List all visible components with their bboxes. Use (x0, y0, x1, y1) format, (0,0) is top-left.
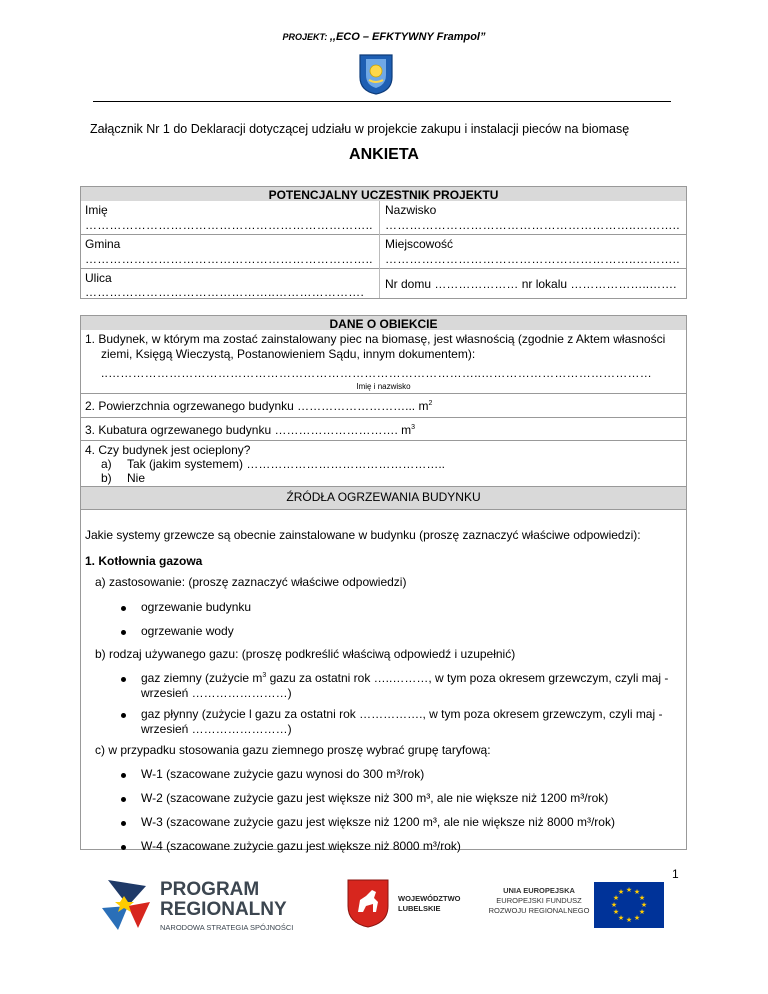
svg-text:★: ★ (633, 888, 641, 896)
usage-option-heating[interactable]: ogrzewanie budynku (141, 600, 252, 614)
q3-unit: m (401, 423, 412, 437)
lpg-line2[interactable]: wrzesień ……………………) (141, 722, 292, 736)
frampol-crest-icon (358, 53, 394, 95)
house-field[interactable]: ………………… (434, 277, 519, 291)
svg-text:★: ★ (612, 908, 620, 916)
natural-gas-text: gaz ziemny (zużycie m (141, 671, 263, 685)
natural-gas-rest: gazu za ostatni rok …..………, w tym poza okresem grzewczym, czyli maj - (266, 671, 669, 685)
q2-row (85, 399, 432, 413)
natural-gas-sup: 3 (262, 672, 267, 679)
tariff-w1[interactable]: W-1 (szacowane zużycie gazu wynosi do 300 m³/rok) (141, 767, 425, 781)
project-header (0, 31, 768, 43)
annex-title: Załącznik Nr 1 do Deklaracji dotyczącej udziału w projekcie zakupu i instalacji pieców na biomasę (90, 122, 630, 136)
svg-text:★: ★ (625, 886, 633, 894)
q1-line2: ziemi, Księgą Wieczystą, Postanowieniem Sądu, innym dokumentem): (101, 347, 476, 361)
q1-line1: 1. Budynek, w którym ma zostać zainstalowany piec na biomasę, jest własnością (zgodnie z Aktem własności (85, 332, 666, 346)
voivodeship-text (398, 894, 461, 914)
owner-caption: Imię i nazwisko (356, 382, 411, 391)
bullet-icon (121, 606, 126, 611)
bullet-icon (121, 630, 126, 635)
gas-type-label: b) rodzaj używanego gazu: (proszę podkreślić właściwą odpowiedź i uzupełnić) (95, 647, 516, 661)
q2-unit: m (418, 399, 429, 413)
svg-text:★: ★ (633, 914, 641, 922)
object-table (80, 315, 687, 853)
tariff-label: c) w przypadku stosowania gazu ziemnego proszę wybrać grupę taryfową: (95, 743, 491, 757)
svg-text:★: ★ (617, 914, 625, 922)
natural-gas-option[interactable] (141, 671, 668, 685)
bullet-icon (121, 773, 126, 778)
lpg-option[interactable]: gaz płynny (zużycie l gazu za ostatni rok ……………., w tym poza okresem grzewczym, czyli maj - (141, 707, 663, 721)
street-label: Ulica (85, 271, 112, 285)
q4-a-text[interactable]: Tak (jakim systemem) ………………………………………….. (127, 457, 446, 471)
municipality-label: Gmina (85, 237, 121, 251)
voivodeship-line1: WOJEWÓDZTWO (398, 894, 461, 903)
q4-text: 4. Czy budynek jest ocieplony? (85, 443, 251, 457)
svg-text:★: ★ (610, 901, 618, 909)
program-line3: NARODOWA STRATEGIA SPÓJNOŚCI (160, 923, 294, 932)
header-divider (93, 101, 671, 102)
heating-intro: Jakie systemy grzewcze są obecnie zainstalowane w budynku (proszę zaznaczyć właściwe odpowiedzi): (85, 528, 641, 542)
object-heading: DANE O OBIEKCIE (329, 317, 438, 331)
bullet-icon (121, 713, 126, 718)
eu-text (486, 886, 592, 916)
svg-text:★: ★ (617, 888, 625, 896)
heating-heading: ŹRÓDŁA OGRZEWANIA BUDYNKU (286, 490, 481, 504)
last-name-field[interactable]: ……………………………………………………..……….. (385, 218, 680, 232)
q2-text: 2. Powierzchnia ogrzewanego budynku ………………………... (85, 399, 416, 413)
usage-option-water[interactable]: ogrzewanie wody (141, 624, 234, 638)
tariff-w3[interactable]: W-3 (szacowane zużycie gazu jest większe niż 1200 m³, ale nie większe niż 8000 m³/rok) (141, 815, 615, 829)
municipality-field[interactable]: …………………………………………………………….. (85, 252, 373, 266)
page-title: ANKIETA (349, 146, 419, 163)
page-number: 1 (672, 867, 679, 881)
program-line1: PROGRAM (160, 879, 260, 900)
bullet-icon (121, 845, 126, 850)
q3-sup: 3 (411, 424, 416, 431)
program-regionalny-text (160, 880, 293, 932)
svg-text:★: ★ (638, 894, 646, 902)
q4-b-text[interactable]: Nie (127, 471, 146, 485)
participant-heading: POTENCJALNY UCZESTNIK PROJEKTU (268, 188, 499, 202)
program-regionalny-logo-icon (98, 872, 158, 932)
first-name-field[interactable]: …………………………………………………………….. (85, 218, 373, 232)
eu-flag-icon (594, 882, 664, 928)
first-name-label: Imię (85, 203, 108, 217)
tariff-w4[interactable]: W-4 (szacowane zużycie gazu jest większe niż 8000 m³/rok) (141, 839, 461, 853)
q2-sup: 2 (428, 400, 433, 407)
flat-field[interactable]: ………………..……. (570, 277, 677, 291)
gas-boiler-heading: 1. Kotłownia gazowa (85, 554, 203, 568)
svg-text:★: ★ (638, 908, 646, 916)
eu-line2: EUROPEJSKI FUNDUSZ (496, 896, 582, 905)
locality-label: Miejscowość (385, 237, 454, 251)
bullet-icon (121, 677, 126, 682)
voivodeship-line2: LUBELSKIE (398, 904, 441, 913)
q3-row (85, 423, 415, 437)
participant-table (80, 186, 687, 299)
owner-field[interactable]: ..………………………………………………………………………………..…………………………………… (101, 366, 652, 380)
svg-text:★: ★ (612, 894, 620, 902)
bullet-icon (121, 797, 126, 802)
locality-field[interactable]: ……………………………………………………..……….. (385, 252, 680, 266)
project-name: ,,ECO – EFKTYWNY Frampol” (329, 31, 486, 43)
program-line2: REGIONALNY (160, 899, 287, 920)
project-prefix: PROJEKT: (282, 32, 328, 42)
usage-label: a) zastosowanie: (proszę zaznaczyć właściwe odpowiedzi) (95, 575, 407, 589)
house-row (385, 277, 676, 291)
svg-text:★: ★ (625, 916, 633, 924)
q4-b-letter: b) (101, 471, 112, 485)
bullet-icon (121, 821, 126, 826)
eu-line1: UNIA EUROPEJSKA (503, 886, 575, 895)
lubelskie-crest-icon (346, 878, 390, 928)
natural-gas-line2[interactable]: wrzesień ……………………) (141, 686, 292, 700)
q3-text: 3. Kubatura ogrzewanego budynku …………………………. (85, 423, 398, 437)
q4-a-letter: a) (101, 457, 112, 471)
house-label: Nr domu (385, 277, 432, 291)
last-name-label: Nazwisko (385, 203, 437, 217)
flat-label: nr lokalu (521, 277, 568, 291)
tariff-w2[interactable]: W-2 (szacowane zużycie gazu jest większe niż 300 m³, ale nie większe niż 1200 m³/rok) (141, 791, 609, 805)
svg-text:★: ★ (640, 901, 648, 909)
street-field[interactable]: ………………………………………..…………………. (85, 285, 365, 299)
eu-line3: ROZWOJU REGIONALNEGO (488, 906, 590, 915)
